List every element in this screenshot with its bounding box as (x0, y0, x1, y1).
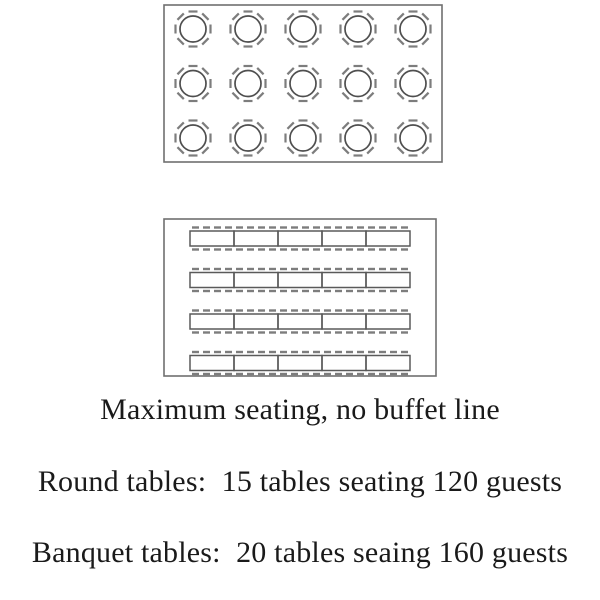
chair-mark (422, 93, 428, 99)
banquet-table (190, 311, 234, 333)
round-table (176, 12, 211, 47)
chair-mark (397, 93, 403, 99)
chair-mark (312, 68, 318, 74)
chair-mark (342, 68, 348, 74)
table-top (290, 16, 316, 42)
table-top (190, 356, 234, 371)
banquet-table (322, 352, 366, 374)
banquet-table (234, 311, 278, 333)
table-top (366, 356, 410, 371)
table-top (322, 273, 366, 288)
caption-round-tables: Round tables: 15 tables seating 120 guests (37, 465, 563, 498)
chair-mark (367, 38, 373, 44)
chair-mark (397, 147, 403, 153)
chair-mark (287, 38, 293, 44)
chair-mark (422, 13, 428, 19)
chair-mark (287, 93, 293, 99)
table-top (190, 273, 234, 288)
chair-mark (312, 122, 318, 128)
table-top (400, 125, 426, 151)
chair-mark (257, 147, 263, 153)
banquet-table (322, 311, 366, 333)
chair-mark (177, 68, 183, 74)
table-top (278, 231, 322, 246)
round-table (396, 12, 431, 47)
table-top (400, 16, 426, 42)
round-table (231, 121, 266, 156)
chair-mark (367, 93, 373, 99)
chair-mark (202, 147, 208, 153)
chair-mark (312, 38, 318, 44)
chair-mark (202, 93, 208, 99)
chair-mark (232, 68, 238, 74)
banquet-table (190, 352, 234, 374)
chair-mark (397, 68, 403, 74)
table-top (234, 314, 278, 329)
chair-mark (232, 93, 238, 99)
chair-mark (422, 147, 428, 153)
table-top (345, 16, 371, 42)
table-top (345, 71, 371, 97)
chair-mark (287, 13, 293, 19)
chair-mark (232, 122, 238, 128)
table-top (234, 273, 278, 288)
chair-mark (257, 68, 263, 74)
chair-mark (397, 122, 403, 128)
table-top (322, 356, 366, 371)
chair-mark (287, 147, 293, 153)
chair-mark (257, 122, 263, 128)
chair-mark (177, 38, 183, 44)
table-top (366, 273, 410, 288)
round-table (396, 121, 431, 156)
chair-mark (422, 122, 428, 128)
table-top (234, 356, 278, 371)
chair-mark (342, 38, 348, 44)
chair-mark (367, 13, 373, 19)
banquet-table (234, 269, 278, 291)
table-top (345, 125, 371, 151)
table-top (180, 125, 206, 151)
table-top (190, 314, 234, 329)
chair-mark (232, 147, 238, 153)
chair-mark (177, 122, 183, 128)
banquet-table (234, 228, 278, 250)
round-table (341, 66, 376, 101)
table-top (180, 16, 206, 42)
table-top (235, 71, 261, 97)
chair-mark (287, 122, 293, 128)
table-top (278, 314, 322, 329)
round-table (286, 12, 321, 47)
caption-maximum-seating: Maximum seating, no buffet line (100, 393, 500, 426)
chair-mark (367, 68, 373, 74)
banquet-table (190, 228, 234, 250)
banquet-table (366, 269, 410, 291)
table-top (278, 356, 322, 371)
round-table (396, 66, 431, 101)
chair-mark (202, 38, 208, 44)
round-table (176, 121, 211, 156)
chair-mark (177, 93, 183, 99)
round-table (341, 12, 376, 47)
banquet-table (278, 311, 322, 333)
chair-mark (422, 38, 428, 44)
chair-mark (367, 147, 373, 153)
banquet-table (278, 269, 322, 291)
caption-banquet-tables: Banquet tables: 20 tables seaing 160 guests (31, 536, 569, 569)
round-table (231, 12, 266, 47)
chair-mark (312, 13, 318, 19)
chair-mark (342, 122, 348, 128)
round-table (286, 66, 321, 101)
chair-mark (202, 68, 208, 74)
chair-mark (397, 38, 403, 44)
round-table (231, 66, 266, 101)
round-table (286, 121, 321, 156)
chair-mark (257, 13, 263, 19)
table-top (400, 71, 426, 97)
chair-mark (342, 13, 348, 19)
round-table (176, 66, 211, 101)
round-table (341, 121, 376, 156)
chair-mark (312, 93, 318, 99)
chair-mark (287, 68, 293, 74)
table-top (322, 231, 366, 246)
banquet-table (322, 228, 366, 250)
table-top (180, 71, 206, 97)
chair-mark (312, 147, 318, 153)
table-top (322, 314, 366, 329)
banquet-table (322, 269, 366, 291)
banquet-tables-diagram (163, 218, 437, 377)
table-top (190, 231, 234, 246)
banquet-table (278, 228, 322, 250)
chair-mark (232, 38, 238, 44)
table-top (278, 273, 322, 288)
chair-mark (342, 93, 348, 99)
round-tables-diagram (163, 4, 443, 163)
banquet-table (366, 228, 410, 250)
chair-mark (232, 13, 238, 19)
table-top (290, 125, 316, 151)
table-top (290, 71, 316, 97)
table-top (235, 125, 261, 151)
banquet-table (190, 269, 234, 291)
table-top (234, 231, 278, 246)
chair-mark (257, 93, 263, 99)
chair-mark (202, 122, 208, 128)
chair-mark (422, 68, 428, 74)
chair-mark (342, 147, 348, 153)
table-top (366, 314, 410, 329)
banquet-table (366, 311, 410, 333)
chair-mark (367, 122, 373, 128)
chair-mark (257, 38, 263, 44)
chair-mark (177, 13, 183, 19)
table-top (366, 231, 410, 246)
chair-mark (202, 13, 208, 19)
banquet-table (366, 352, 410, 374)
chair-mark (177, 147, 183, 153)
banquet-table (234, 352, 278, 374)
table-top (235, 16, 261, 42)
chair-mark (397, 13, 403, 19)
banquet-table (278, 352, 322, 374)
